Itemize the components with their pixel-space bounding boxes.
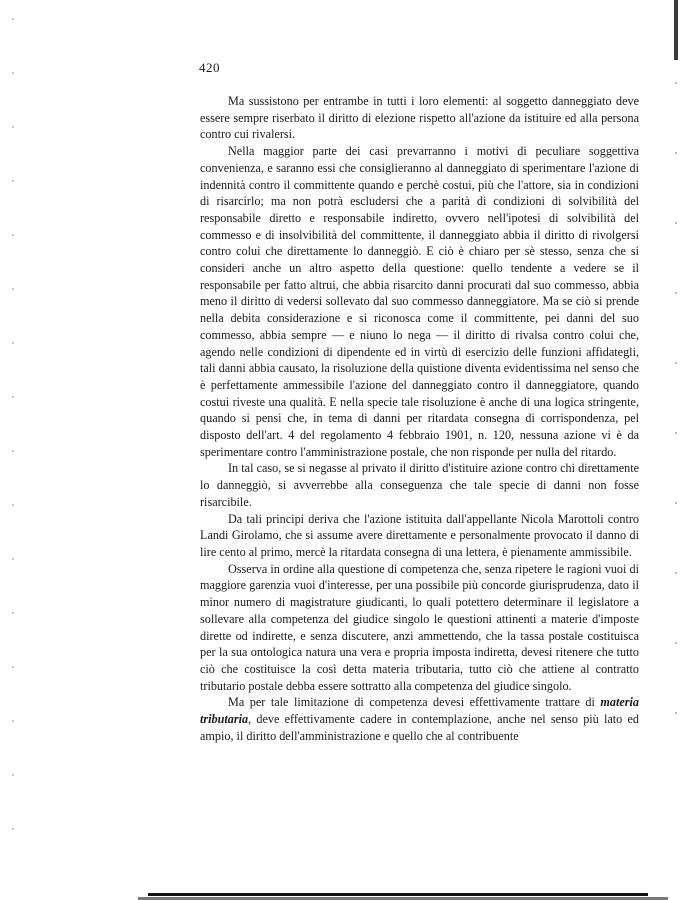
body-text: [200, 93, 639, 744]
bottom-scan-border: [148, 893, 648, 896]
scan-right-margin: [675, 60, 677, 760]
scan-left-margin: [12, 0, 14, 860]
paragraph-3: In tal caso, se si negasse al privato il diritto d'istituire azione contro chi direttamente lo danneggiò, si avverrebbe alla conseguenza che tale specie di danni non fosse risarcibile.: [200, 461, 639, 509]
paragraph-1: Ma sussistono per entrambe in tutti i loro elementi: al soggetto danneggiato deve essere sempre riserbato il diritto di elezione rispetto all'azione da istituire ed alla persona contro cui rivalersi.: [200, 94, 639, 142]
emphasis-materia-tributaria: materia tributaria: [200, 695, 639, 727]
paragraph-5: Osserva in ordine alla questione di competenza che, senza ripetere le ragioni vuoi di maggiore garenzia vuoi d'interesse, per una possibile più concorde giurisprudenza, dato il minor numero di magistrature giudicanti, lo quali potettero determinare il legislatore a sollevare alla competenza del giudice singolo le questioni attinenti a materie d'imposte dirette od indirette, e senza discutere, anzi ammettendo, che la tassa postale costituisca per la sua ontologica natura una vera e propria imposta indiretta, devesi ritenere che tutto ciò che costituisce la così detta materia tributaria, tutto ciò che attiene al contratto tributario postale debba essere sottratto alla competenza del giudice singolo.: [200, 561, 639, 693]
paragraph-6-end: , deve effettivamente cadere in contemplazione, anche nel senso più lato ed ampio, il diritto dell'amministrazione e quello che al contribuente: [200, 712, 639, 743]
paragraph-4: Da tali principi deriva che l'azione istituita dall'appellante Nicola Marottoli contro Landi Girolamo, che si assume avere direttamente e personalmente provocato il danno di lire cento al primo, mercè la ritardata consegna di una lettera, è pienamente ammissibile.: [200, 511, 639, 559]
paragraph-6-start: Ma per tale limitazione di competenza devesi effettivamente trattare di: [228, 695, 601, 710]
paragraph-2: Nella maggior parte dei casi prevarranno i motivi di peculiare soggettiva convenienza, e saranno essi che consiglieranno al danneggiato di sperimentare l'azione di indennità contro il committente quando e perchè costui, più che l'attore, sia in condizioni di risarcirlo; ma non potrà escludersi che a parità di condizioni di solvibilità del responsabile diretto e responsabile indiretto, ovvero nell'ipotesi di solvibilità del commesso e di insolvibilità del committente, il danneggiato abbia il diritto di rivolgersi contro colui che direttamente lo danneggiò. E ciò è chiaro per sè stesso, senza che si consideri anche un altro aspetto della questione: quello tendente a vedere se il responsabile per fatto altrui, che abbia risarcito danni procurati dal suo commesso, abbia meno il diritto di vedersi sollevato dal suo commesso danneggiatore. Ma se ciò si prende nella debita considerazione e si riconosca come il committente, pei danni del suo commesso, abbia sempre — e niuno lo nega — il diritto di rivalsa contro colui che, agendo nelle condizioni di dipendente ed in virtù di esercizio delle funzioni affidategli, tali danni abbia causato, la risoluzione della quistione diventa evidentissima nel senso che è perfettamente ammessibile l'azione del danneggiato contro il danneggiatore, quando costui riveste una qualità. E nella specie tale risoluzione è anche di una logica stringente, quando si pensi che, in tema di danni per ritardata consegna di corrispondenza, pel disposto dell'art. 4 del regolamento 4 febbraio 1901, n. 120, nessuna azione vi è da sperimentare contro l'amministrazione postale, che non risponde per nulla del ritardo.: [200, 144, 639, 459]
paragraph-6: [200, 694, 639, 744]
page-number: 420: [199, 60, 220, 75]
scan-right-edge-mark: [674, 0, 678, 60]
